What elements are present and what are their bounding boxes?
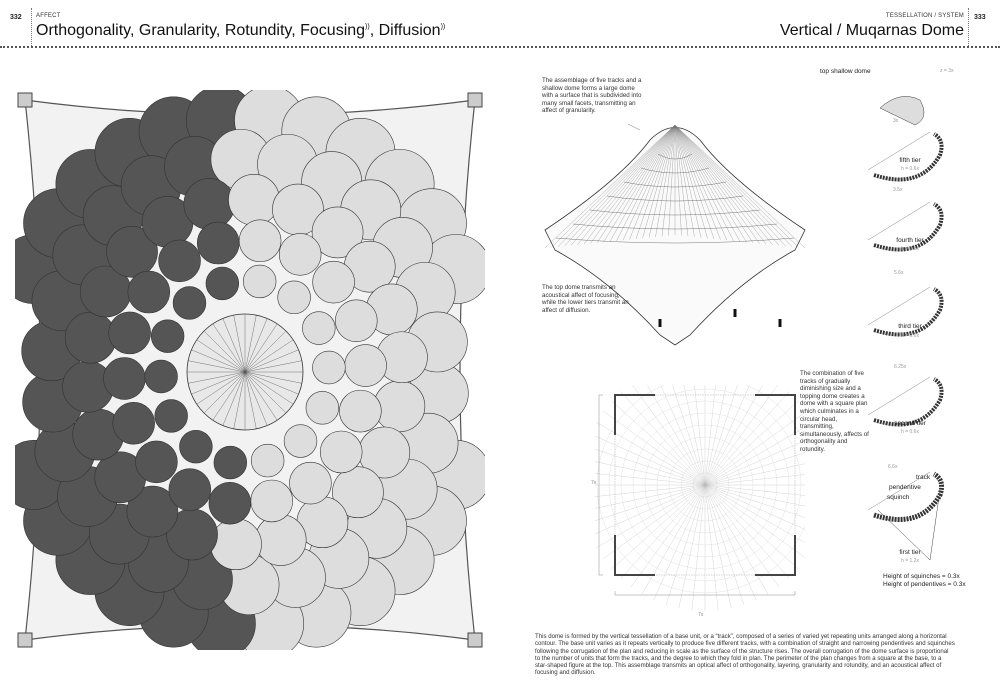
muqarnas-cell <box>209 482 251 524</box>
muqarnas-cell <box>251 444 284 477</box>
leader-line <box>628 124 640 130</box>
muqarnas-cell <box>135 441 177 483</box>
tier-label-second: second tier <box>894 420 926 427</box>
divider <box>31 8 32 46</box>
tier-height: h = 0.6x <box>901 429 919 435</box>
label-track: track <box>916 474 931 481</box>
left-page-number: 332 <box>10 14 22 21</box>
divider <box>968 8 969 46</box>
right-kicker: TESSELLATION / SYSTEM <box>885 13 964 19</box>
muqarnas-cell <box>279 233 321 275</box>
plan-height-dim: 7x <box>591 480 597 486</box>
tier-dim: 3x <box>893 118 899 124</box>
muqarnas-cell <box>103 358 145 400</box>
muqarnas-cell <box>278 281 311 314</box>
tier-dim: 5.6x <box>894 270 904 276</box>
left-page-title <box>36 22 445 40</box>
label-pendentive: pendentive <box>889 484 921 491</box>
muqarnas-cell <box>320 431 362 473</box>
muqarnas-cell <box>214 446 247 479</box>
muqarnas-cell <box>197 222 239 264</box>
tier-height: h = 0.6x <box>901 246 919 252</box>
corner-pier <box>468 633 482 647</box>
tier-label-fourth: fourth tier <box>896 237 924 244</box>
tier-label-fifth: fifth tier <box>899 157 921 164</box>
muqarnas-cell <box>210 519 261 570</box>
tier-track <box>874 379 942 425</box>
height-pendentives: Height of pendentives = 0.3x <box>883 581 966 588</box>
annotation-combination: The combination of five tracks of gradually diminishing size and a topping dome creates a dome with a square plan which culminates in a circular head, transmitting, simultaneously, affects of orthogonality and rotundity. <box>800 370 869 453</box>
muqarnas-cell <box>374 381 425 432</box>
corner-pier <box>468 93 482 107</box>
body-paragraph: This dome is formed by the vertical tessellation of a base unit, or a “track”, composed of a series of varied yet repeating units arranged along a horizontal contour. The base unit varies as it repeats vertically to produce five different tracks, with a combination of straight and narrowing pendentives and squinches following the corrugation of the plan and reducing in scale as the surface of the structure rises. The overall corrugation of the dome surface is proportional to the number of units that form the tracks, and the degree to which they fold in plan. The perimeter of the plan changes from a square at the base, to a star-shaped figure at the top. This assemblage transmits an optical affect of orthogonality, layering, granularity and rotundity, and an acoustical affect of focusing and diffusion. <box>535 633 955 677</box>
tier-drawings <box>860 90 1000 590</box>
muqarnas-cell <box>151 320 184 353</box>
header-rule <box>0 46 1000 48</box>
title-part: , Diffusion <box>369 22 441 39</box>
muqarnas-cell <box>206 267 239 300</box>
human-figure <box>659 319 662 327</box>
tier-label-first: first tier <box>899 549 921 556</box>
tier-height: h = 0.6x <box>901 166 919 172</box>
tier-dim: 6.25x <box>894 364 907 370</box>
human-figure <box>779 319 782 327</box>
tier-dim: 3.5x <box>893 187 903 193</box>
muqarnas-cell <box>306 391 339 424</box>
title-part: Orthogonality, Granularity, Rotundity, Focusing <box>36 22 366 39</box>
muqarnas-cell <box>229 174 280 225</box>
right-page-number: 333 <box>974 14 986 21</box>
annotation-focusing: The top dome transmits an acoustical affect of focusing, while the lower tiers transmit an affect of diffusion. <box>542 284 629 314</box>
muqarnas-cell <box>179 430 212 463</box>
muqarnas-cell <box>155 400 188 433</box>
tier-dim-line <box>868 132 930 170</box>
annotation-granularity: The assemblage of five tracks and a shallow dome forms a large dome with a surface that is subdivided into many small facets, transmitting an affect of granularity. <box>542 77 642 115</box>
muqarnas-cell <box>243 265 276 298</box>
dome-plan-drawing <box>595 385 805 615</box>
muqarnas-cell <box>339 390 381 432</box>
tier-dim-top: z = 3x <box>940 68 954 74</box>
tier-height: h = 0.6x <box>901 333 919 339</box>
tier-dim-line <box>868 287 930 325</box>
corner-pier <box>18 93 32 107</box>
muqarnas-cell <box>169 469 211 511</box>
muqarnas-cell <box>255 515 306 566</box>
right-page-title: Vertical / Muqarnas Dome <box>779 22 964 39</box>
muqarnas-cell <box>184 178 235 229</box>
dome-underside-view <box>15 90 485 650</box>
tier-dim-line <box>868 377 930 415</box>
corner-pier <box>18 633 32 647</box>
muqarnas-cell <box>159 240 201 282</box>
tier-dim: 6.6x <box>888 464 898 470</box>
sound-wave-icon: )) <box>440 23 446 31</box>
plan-width-dim: 7x <box>698 612 704 618</box>
muqarnas-cell <box>284 425 317 458</box>
tier-label-top: top shallow dome <box>820 68 871 75</box>
muqarnas-cell <box>145 360 178 393</box>
left-kicker: AFFECT <box>36 13 61 19</box>
muqarnas-cell <box>251 480 293 522</box>
muqarnas-cell <box>302 312 335 345</box>
muqarnas-cell <box>313 261 355 303</box>
muqarnas-cell <box>313 351 346 384</box>
muqarnas-cell <box>109 312 151 354</box>
muqarnas-cell <box>113 402 155 444</box>
muqarnas-cell <box>239 220 281 262</box>
height-squinches: Height of squinches = 0.3x <box>883 573 960 580</box>
muqarnas-cell <box>173 287 206 320</box>
human-figure <box>734 309 737 317</box>
muqarnas-cell <box>335 300 377 342</box>
label-squinch: squinch <box>887 494 910 501</box>
muqarnas-cell <box>128 271 170 313</box>
muqarnas-cell <box>65 312 116 363</box>
tier-height: h = 1.2x <box>901 558 919 564</box>
tier-dim-line <box>868 202 930 240</box>
muqarnas-cell <box>345 345 387 387</box>
sound-wave-icon: )) <box>365 23 370 31</box>
top-shallow-dome <box>880 96 924 125</box>
muqarnas-cell <box>289 462 331 504</box>
tier-label-third: third tier <box>898 323 922 330</box>
